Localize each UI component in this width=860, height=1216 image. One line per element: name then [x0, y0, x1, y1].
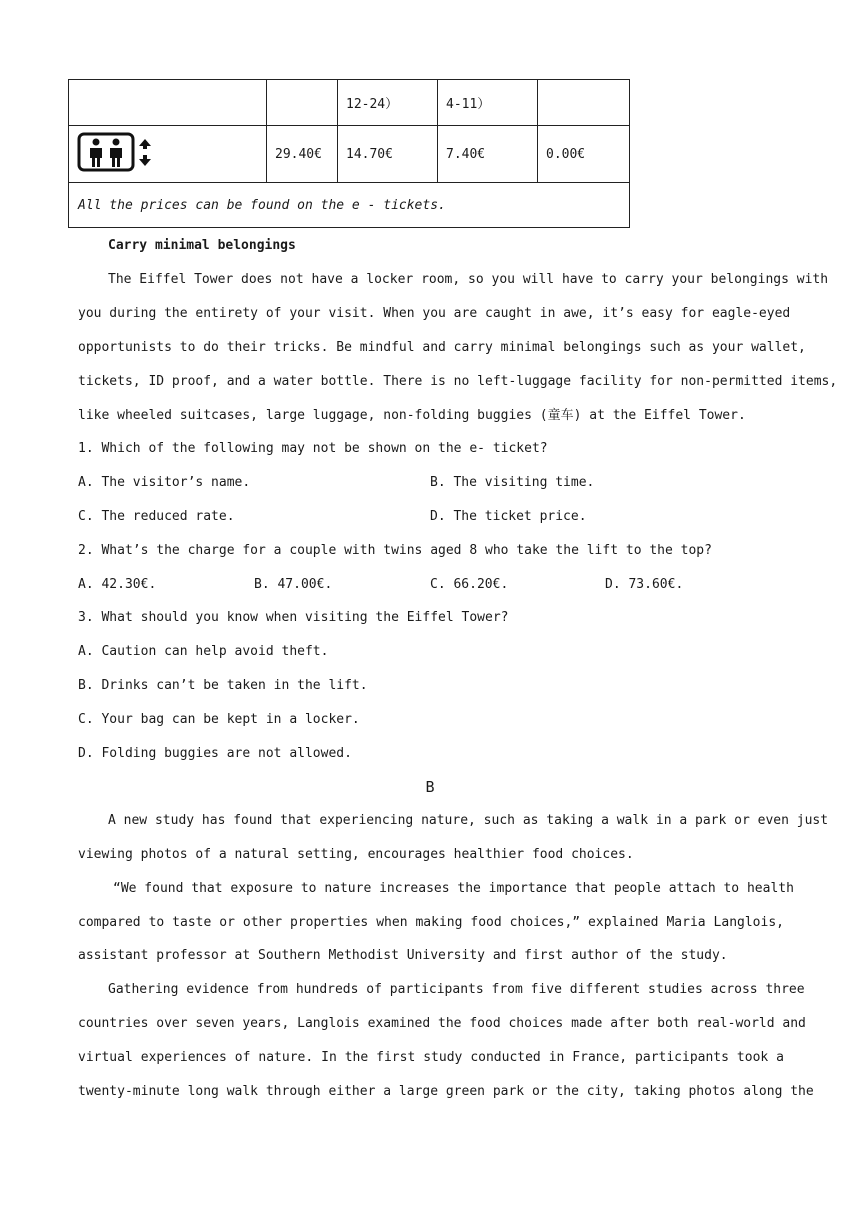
table-cell: 4-11） [438, 80, 538, 126]
question-stem: 3. What should you know when visiting the Eiffel Tower? [78, 610, 509, 625]
section-heading: Carry minimal belongings [108, 238, 296, 253]
paragraph-line: countries over seven years, Langlois examined the food choices made after both real-world and [78, 1016, 806, 1031]
table-cell: 0.00€ [538, 126, 630, 183]
option-d: D. 73.60€. [605, 577, 684, 592]
option-a: A. Caution can help avoid theft. [78, 644, 329, 659]
table-row [69, 126, 630, 183]
question-stem: 2. What’s the charge for a couple with twins aged 8 who take the lift to the top? [78, 543, 712, 558]
question-stem: 1. Which of the following may not be shown on the e- ticket? [78, 441, 548, 456]
paragraph-line: tickets, ID proof, and a water bottle. There is no left-luggage facility for non-permitted items, [78, 374, 838, 389]
option-c: C. 66.20€. [430, 577, 509, 592]
table-cell [538, 80, 630, 126]
table-row [69, 183, 630, 228]
option-d: D. The ticket price. [430, 509, 587, 524]
paragraph-line: opportunists to do their tricks. Be mindful and carry minimal belongings such as your wallet, [78, 340, 806, 355]
option-b: B. The visiting time. [430, 475, 595, 490]
paragraph-line: The Eiffel Tower does not have a locker room, so you will have to carry your belongings with [108, 272, 829, 287]
table-cell [267, 80, 338, 126]
paragraph-line: “We found that exposure to nature increases the importance that people attach to health [113, 881, 794, 896]
table-cell: 7.40€ [438, 126, 538, 183]
option-c: C. The reduced rate. [78, 509, 235, 524]
paragraph-line: Gathering evidence from hundreds of participants from five different studies across three [108, 982, 805, 997]
paragraph-line: compared to taste or other properties when making food choices,” explained Maria Langlois, [78, 915, 784, 930]
table-note: All the prices can be found on the e - tickets. [69, 183, 630, 228]
paragraph-line: assistant professor at Southern Methodist University and first author of the study. [78, 948, 728, 963]
lift-icon [77, 131, 161, 177]
table-cell: 14.70€ [338, 126, 438, 183]
ticket-price-table [68, 79, 630, 228]
table-cell: 12-24） [338, 80, 438, 126]
option-c: C. Your bag can be kept in a locker. [78, 712, 360, 727]
option-a: A. The visitor’s name. [78, 475, 251, 490]
section-title: B [425, 778, 435, 796]
option-a: A. 42.30€. [78, 577, 157, 592]
table-cell [69, 126, 267, 183]
table-row [69, 80, 630, 126]
paragraph-line: viewing photos of a natural setting, encourages healthier food choices. [78, 847, 634, 862]
table-cell: 29.40€ [267, 126, 338, 183]
paragraph-line: you during the entirety of your visit. When you are caught in awe, it’s easy for eagle-eyed [78, 306, 791, 321]
paragraph-line: A new study has found that experiencing nature, such as taking a walk in a park or even just [108, 813, 829, 828]
paragraph-line: like wheeled suitcases, large luggage, non-folding buggies (童车) at the Eiffel Tower. [78, 408, 746, 423]
paragraph-line: twenty-minute long walk through either a large green park or the city, taking photos along the [78, 1084, 814, 1099]
option-b: B. Drinks can’t be taken in the lift. [78, 678, 368, 693]
option-d: D. Folding buggies are not allowed. [78, 746, 352, 761]
paragraph-line: virtual experiences of nature. In the first study conducted in France, participants took a [78, 1050, 784, 1065]
option-b: B. 47.00€. [254, 577, 333, 592]
table-cell [69, 80, 267, 126]
